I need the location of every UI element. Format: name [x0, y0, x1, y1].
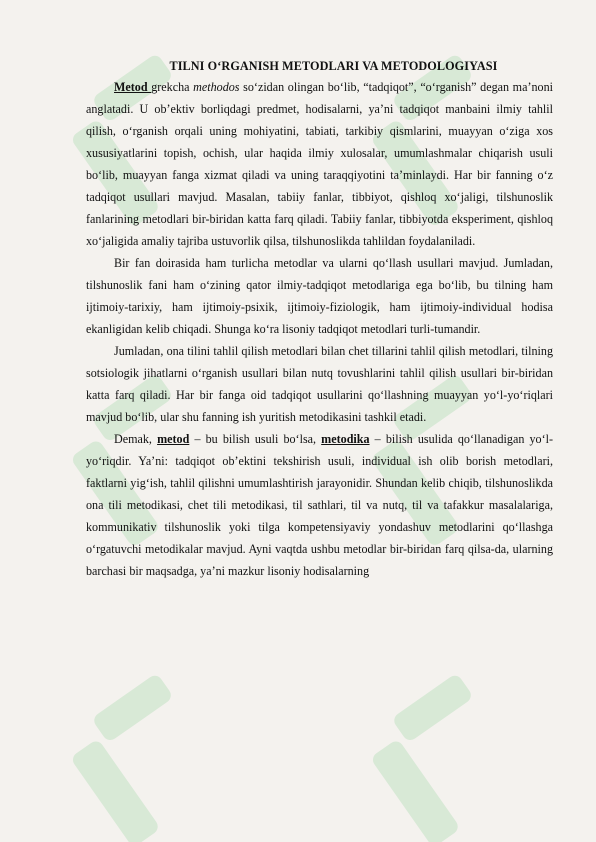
- paragraph-2: Bir fan doirasida ham turlicha metodlar va ularni qo‘llash usullari mavjud. Jumladan, tilshunoslik fani ham o‘zining qator ilmiy-tadqiqot metodlariga ega bo‘lib, bu tilning ham ijtimoiy-tarixiy, ham ijtimoiy-psixik, ijtimoiy-fiziologik, ham ijtimoiy-individual hodisa ekanligidan kelib chiqadi. Shunga ko‘ra lisoniy tadqiqot metodlari turli-tumandir.: [86, 256, 553, 336]
- paragraph-1: [86, 76, 553, 252]
- term-metodika: metodika: [321, 432, 370, 446]
- paragraph-4: [86, 428, 553, 582]
- paragraph-4-text-c: – bilish usulida qo‘llanadigan yo‘l-yo‘riqdir. Ya’ni: tadqiqot ob’ektini tekshirish usuli, individual ish olib borish metodlari, faktlarni yig‘ish, tahlil qilishni umumlashtirish jarayonidir. Shundan kelib chiqib, tilshunoslikda ona tili metodikasi, chet tili metodikasi, til sathlari, til va nutq, til va tafakkur masalalariga, kommunikativ tilshunoslik yoki tilga kompetensiyaviy yondashuv metodlarini qo‘llashga o‘rgatuvchi metodikalar mavjud. Ayni vaqtda ushbu metodlar bir-biridan farq qilsa-da, ularning barchasi bir maqsadga, ya’ni mazkur lisoniy hodisalarning: [86, 432, 554, 578]
- paragraph-4-text-b: – bu bilish usuli bo‘lsa,: [189, 432, 322, 446]
- term-metod-2: metod: [157, 432, 190, 446]
- term-metod: Metod: [114, 80, 152, 94]
- paragraph-1-text-a: grekcha: [151, 80, 194, 94]
- paragraph-1-text-b: so‘zidan olingan bo‘lib, “tadqiqot”, “o‘rganish” degan ma’noni anglatadi. U ob’ektiv borliqdagi predmet, hodisalarni, ya’ni tadqiqot manbaini ilmiy tahlil qilish, o‘rganish orqali uning mohiyatini, tabiati, tarkibiy qismlarini, muayyan o‘ziga xos xususiyatlarini topish, ochish, ular haqida ilmiy xulosalar, umumlashmalar chiqarish usuli bo‘lib, muayyan fanga xizmat qiladi va uning taraqqiyotini ta’minlaydi. Har bir fanning o‘z tadqiqot usullari mavjud. Masalan, tabiiy fanlar, tibbiyot, qishloq xo‘jaligi, tilshunoslik fanlarining metodlari bir-biridan katta farq qiladi. Tabiiy fanlar, tibbiyotda eksperiment, qishloq xo‘jaligida amaliy tajriba ustuvorlik qilsa, tilshunoslikda tahlildan foydalaniladi.: [86, 80, 553, 248]
- paragraph-4-text-a: Demak,: [114, 432, 158, 446]
- page-title: TILNI O‘RGANISH METODLARI VA METODOLOGIYASI: [169, 59, 498, 73]
- document-page: [86, 56, 553, 582]
- paragraph-3: Jumladan, ona tilini tahlil qilish metodlari bilan chet tillarini tahlil qilish metodlari, tilning sotsiologik jihatlarni o‘rganish usullari bilan nutq tovushlarini tahlil qilish usullari bir-biridan katta farq qiladi. Har bir fanga oid tadqiqot usullarini qo‘llashning muayyan yo‘l-yo‘riqlari mavjud bo‘lib, ular shu fanning ish yuritish metodikasini tashkil etadi.: [86, 344, 553, 424]
- term-methodos: methodos: [193, 80, 240, 94]
- watermark-logo: [331, 651, 540, 842]
- watermark-logo: [31, 651, 240, 842]
